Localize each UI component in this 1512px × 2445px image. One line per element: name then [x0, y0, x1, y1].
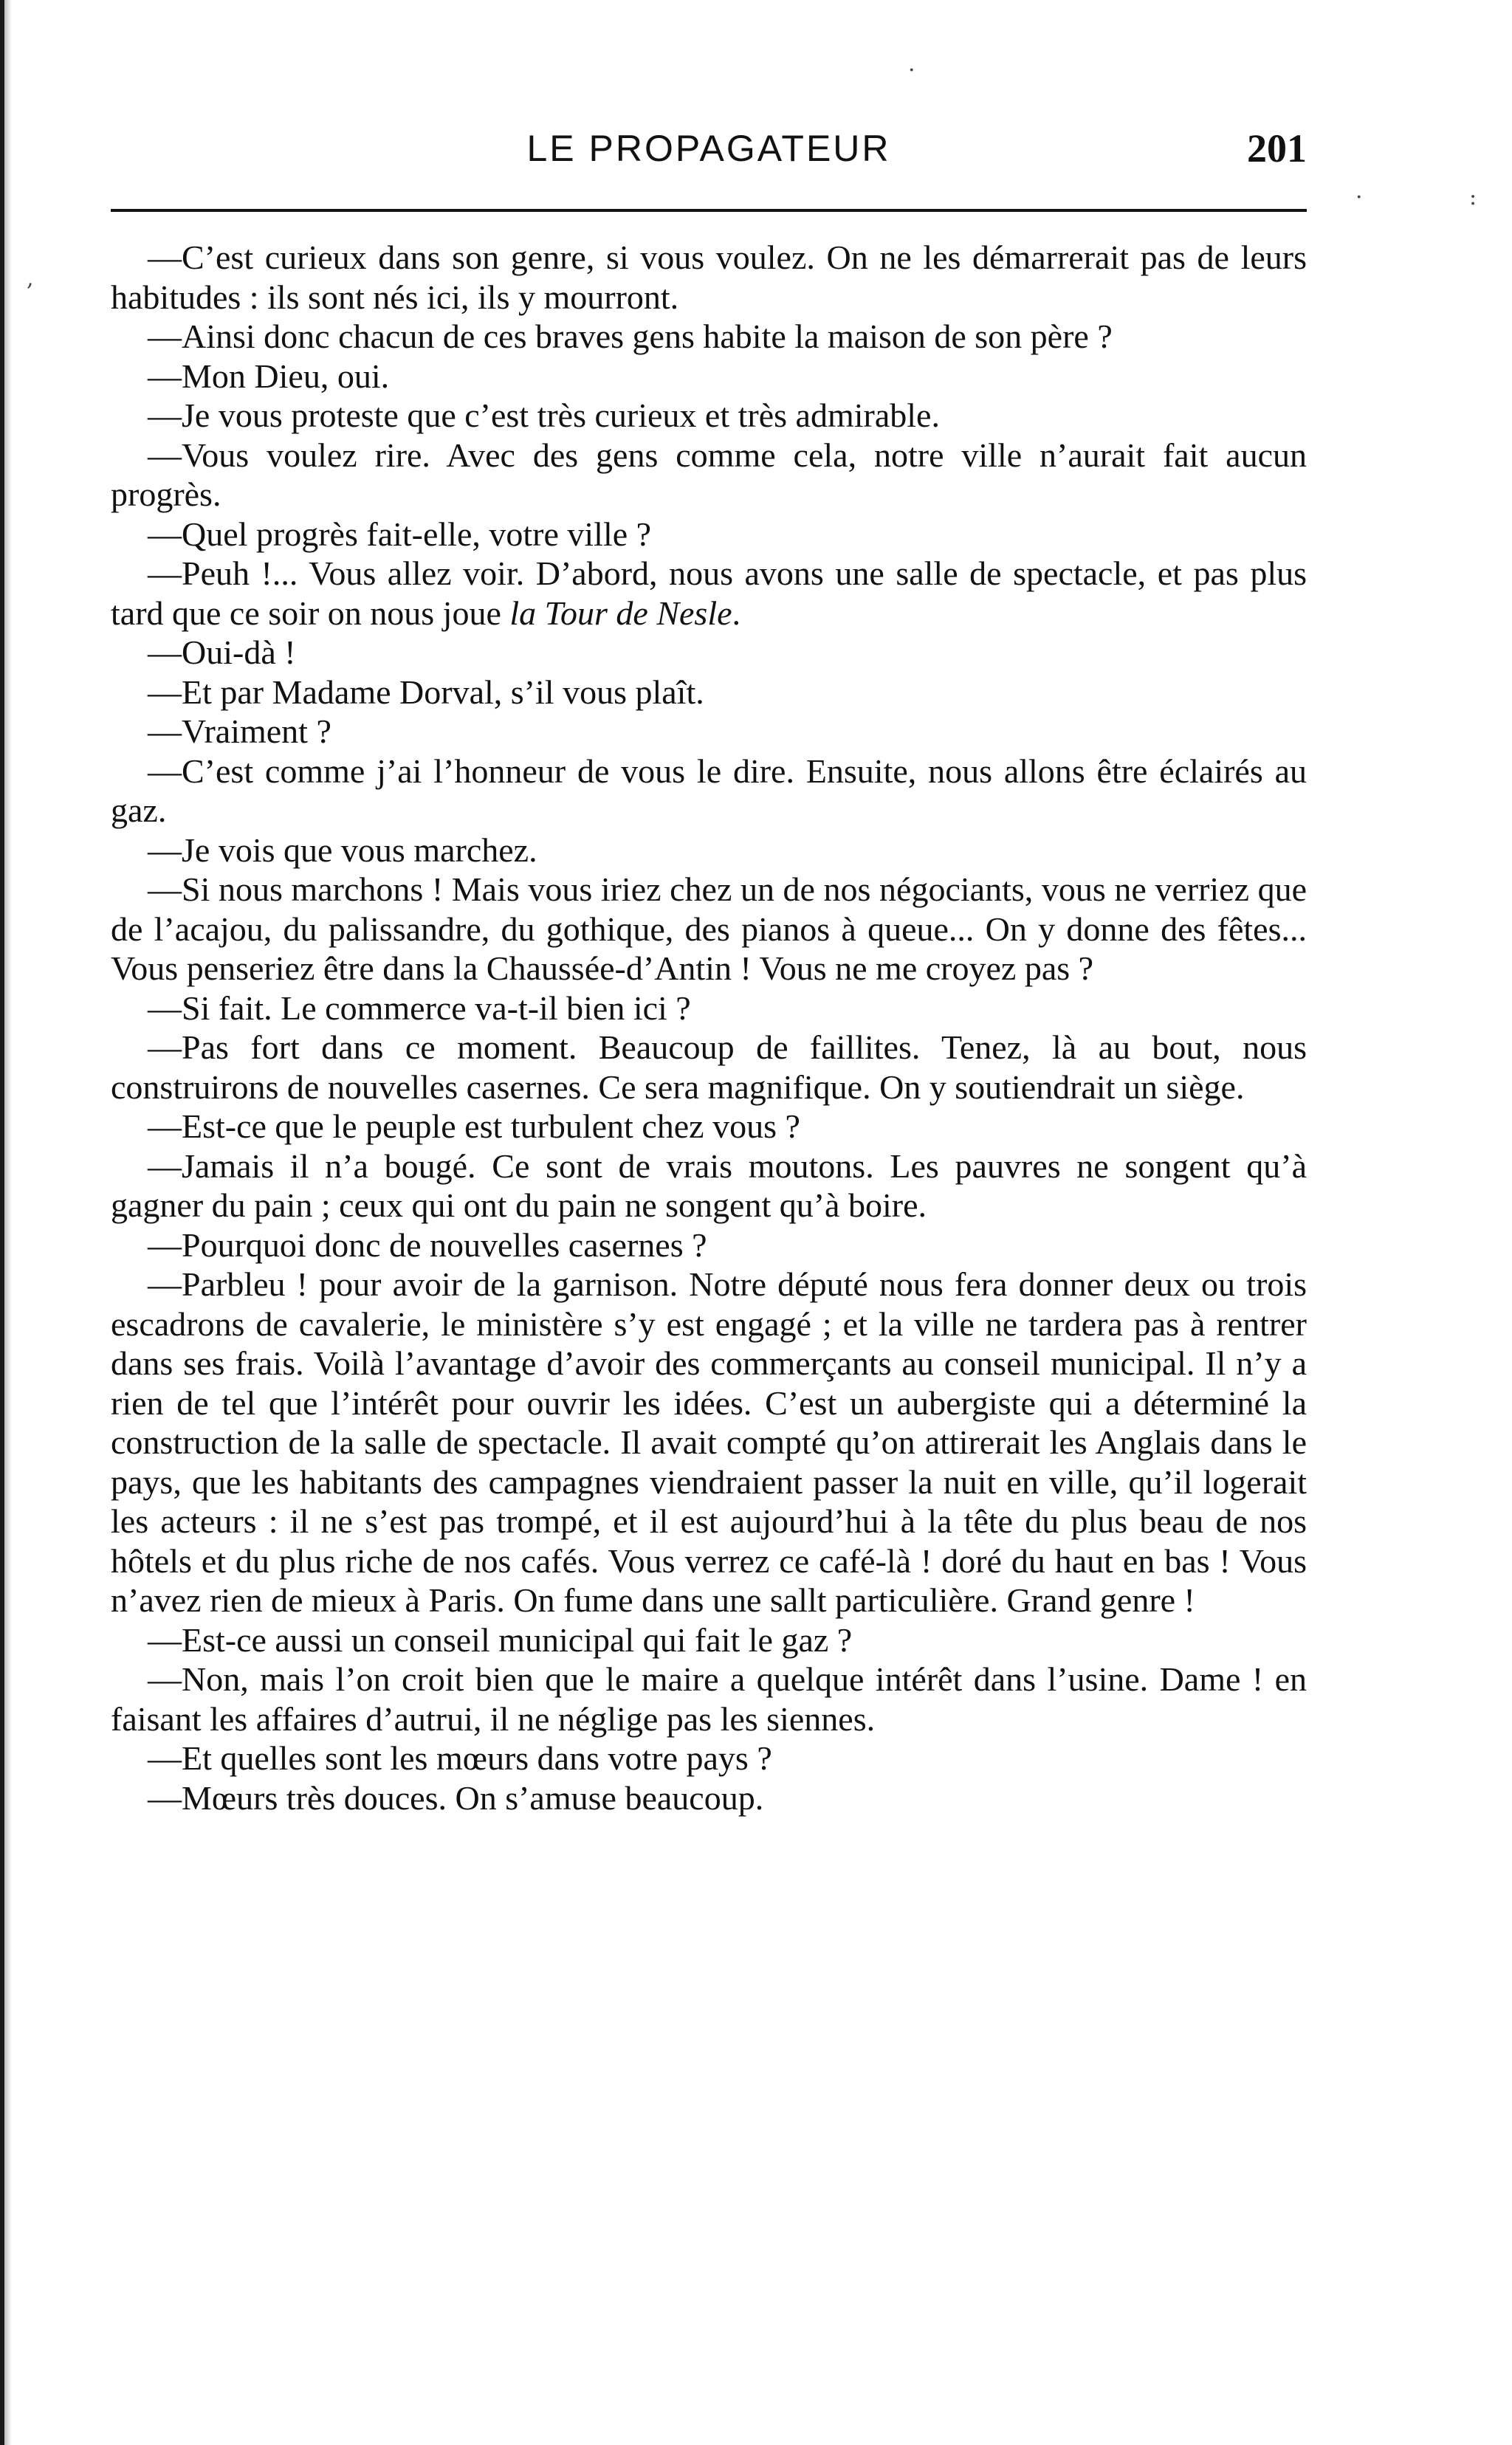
- paragraph: [111, 988, 1307, 1028]
- paragraph-text: —Est-ce aussi un conseil municipal qui fait le gaz ?: [148, 1620, 853, 1659]
- paragraph-text: —Oui-dà !: [148, 633, 296, 671]
- paragraph-text: —Je vois que vous marchez.: [148, 831, 537, 869]
- paragraph-text: —Peuh !... Vous allez voir. D’abord, nous avons une salle de spectacle, et pas plus tard que ce soir on nous joue: [111, 554, 1307, 632]
- paragraph-text: —Mon Dieu, oui.: [148, 357, 390, 395]
- paragraph-text: —C’est comme j’ai l’honneur de vous le dire. Ensuite, nous allons être éclairés au gaz.: [111, 752, 1307, 829]
- paragraph: [111, 554, 1307, 633]
- margin-speck: ·: [908, 58, 915, 83]
- header-rule: [111, 209, 1307, 212]
- paragraph: [111, 870, 1307, 988]
- paragraph: [111, 1739, 1307, 1778]
- margin-speck: ·: [1355, 185, 1363, 210]
- paragraph: [111, 357, 1307, 396]
- page-number: 201: [1247, 126, 1307, 171]
- paragraph-text: —Et par Madame Dorval, s’il vous plaît.: [148, 673, 704, 711]
- paragraph-text: —C’est curieux dans son genre, si vous voulez. On ne les démarrerait pas de leurs habitudes : ils sont nés ici, ils y mourront.: [111, 238, 1307, 316]
- paragraph: [111, 633, 1307, 673]
- paragraph-text: —Jamais il n’a bougé. Ce sont de vrais moutons. Les pauvres ne songent qu’à gagner du pain ; ceux qui ont du pain ne songent qu’à boire.: [111, 1146, 1307, 1224]
- paragraph: [111, 712, 1307, 752]
- paragraph-text: —Je vous proteste que c’est très curieux et très admirable.: [148, 396, 940, 434]
- paragraph-text: —Non, mais l’on croit bien que le maire a quelque intérêt dans l’usine. Dame ! en faisant les affaires d’autrui, il ne néglige pas les siennes.: [111, 1660, 1307, 1738]
- paragraph-text: —Est-ce que le peuple est turbulent chez vous ?: [148, 1107, 800, 1145]
- spine-shadow: [4, 0, 12, 2445]
- paragraph: [111, 673, 1307, 712]
- paragraph: [111, 1028, 1307, 1107]
- paragraph: [111, 396, 1307, 436]
- paragraph-text: —Quel progrès fait-elle, votre ville ?: [148, 515, 652, 553]
- page-header: [111, 124, 1307, 176]
- paragraph-text: —Et quelles sont les mœurs dans votre pays ?: [148, 1739, 772, 1777]
- paragraph-text: —Parbleu ! pour avoir de la garnison. Notre député nous fera donner deux ou trois escadrons de cavalerie, le ministère s’y est engagé ; et la ville ne tardera pas à rentrer dans ses frais. Voilà l’avantage d’avoir des commerçants au conseil municipal. Il n’y a rien de tel que l’intérêt pour ouvrir les idées. C’est un aubergiste qui a déterminé la construction de la salle de spectacle. Il avait compté qu’on attirerait les Anglais dans le pays, que les habitants des campagnes viendraient passer la nuit en ville, qu’il logerait les acteurs : il ne s’est pas trompé, et il est aujourd’hui à la tête du plus beau de nos hôtels et du plus riche de nos cafés. Vous verrez ce café-là ! doré du haut en bas ! Vous n’avez rien de mieux à Paris. On fume dans une sallt particulière. Grand genre !: [111, 1265, 1307, 1619]
- italic-title: la Tour de Nesle: [509, 594, 732, 632]
- running-title: LE PROPAGATEUR: [526, 128, 891, 169]
- margin-speck: ,: [27, 266, 34, 292]
- paragraph-text: —Ainsi donc chacun de ces braves gens habite la maison de son père ?: [148, 317, 1113, 355]
- paragraph: [111, 752, 1307, 831]
- paragraph-text: —Pas fort dans ce moment. Beaucoup de faillites. Tenez, là au bout, nous construirons de nouvelles casernes. Ce sera magnifique. On y soutiendrait un siège.: [111, 1028, 1307, 1106]
- paragraph: [111, 238, 1307, 317]
- paragraph: [111, 831, 1307, 870]
- paragraph: [111, 1146, 1307, 1225]
- paragraph-text: —Si fait. Le commerce va-t-il bien ici ?: [148, 988, 691, 1027]
- paragraph: [111, 1225, 1307, 1265]
- paragraph: [111, 1107, 1307, 1146]
- paragraph-text: —Si nous marchons ! Mais vous iriez chez un de nos négociants, vous ne verriez que de l’acajou, du palissandre, du gothique, des pianos à queue... On y donne des fêtes... Vous penseriez être dans la Chaussée-d’Antin ! Vous ne me croyez pas ?: [111, 870, 1307, 987]
- paragraph: [111, 317, 1307, 357]
- paragraph-text: —Vraiment ?: [148, 712, 331, 750]
- paragraph: [111, 1620, 1307, 1660]
- paragraph-text: —Vous voulez rire. Avec des gens comme cela, notre ville n’aurait fait aucun progrès.: [111, 436, 1307, 513]
- paragraph: [111, 1660, 1307, 1739]
- paragraph-text: —Pourquoi donc de nouvelles casernes ?: [148, 1225, 707, 1264]
- paragraph: [111, 1778, 1307, 1818]
- body-text: [111, 238, 1307, 1818]
- paragraph: [111, 515, 1307, 554]
- paragraph: [111, 1265, 1307, 1620]
- paragraph: [111, 436, 1307, 515]
- paragraph-text: —Mœurs très douces. On s’amuse beaucoup.: [148, 1778, 764, 1817]
- margin-speck: :: [1469, 185, 1477, 210]
- paragraph-text-tail: .: [732, 594, 741, 632]
